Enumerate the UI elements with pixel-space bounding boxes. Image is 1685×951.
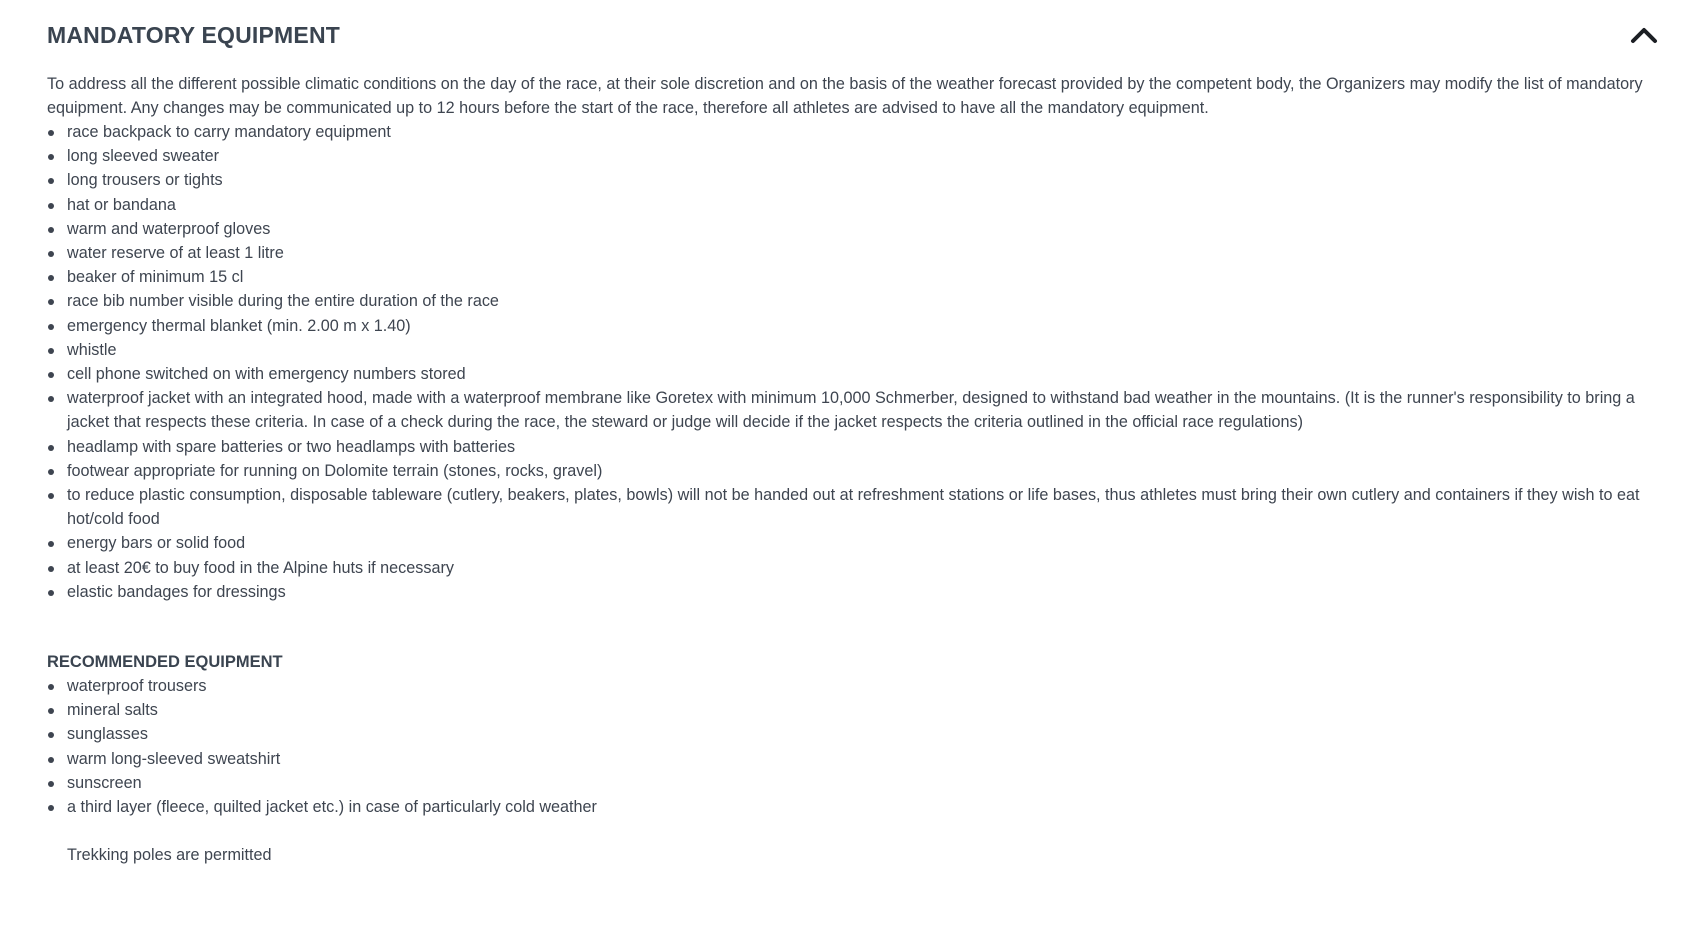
mandatory-equipment-accordion xyxy=(47,0,1659,867)
mandatory-equipment-list xyxy=(47,120,1659,604)
list-item: waterproof trousers xyxy=(47,674,1659,698)
list-item: waterproof jacket with an integrated hood, made with a waterproof membrane like Goretex with minimum 10,000 Schmerber, designed to withstand bad weather in the mountains. (It is the runner's responsibility to bring a jacket that respects these criteria. In case of a check during the race, the steward or judge will decide if the jacket respects the criteria outlined in the official race regulations) xyxy=(47,386,1659,434)
list-item: footwear appropriate for running on Dolomite terrain (stones, rocks, gravel) xyxy=(47,459,1659,483)
trekking-poles-note: Trekking poles are permitted xyxy=(67,846,272,865)
recommended-equipment-title: RECOMMENDED EQUIPMENT xyxy=(47,653,283,672)
list-item: whistle xyxy=(47,338,1659,362)
list-item: elastic bandages for dressings xyxy=(47,580,1659,604)
list-item: emergency thermal blanket (min. 2.00 m x 1.40) xyxy=(47,314,1659,338)
list-item: race backpack to carry mandatory equipment xyxy=(47,120,1659,144)
list-item: headlamp with spare batteries or two headlamps with batteries xyxy=(47,435,1659,459)
list-item: cell phone switched on with emergency numbers stored xyxy=(47,362,1659,386)
list-item: to reduce plastic consumption, disposable tableware (cutlery, beakers, plates, bowls) will not be handed out at refreshment stations or life bases, thus athletes must bring their own cutlery and containers if they wish to eat hot/cold food xyxy=(47,483,1659,531)
section-title: MANDATORY EQUIPMENT xyxy=(47,22,341,48)
list-item: energy bars or solid food xyxy=(47,531,1659,555)
list-item: warm and waterproof gloves xyxy=(47,217,1659,241)
list-item: a third layer (fleece, quilted jacket etc.) in case of particularly cold weather xyxy=(47,795,1659,819)
list-item: mineral salts xyxy=(47,698,1659,722)
list-item: sunscreen xyxy=(47,771,1659,795)
list-item: sunglasses xyxy=(47,722,1659,746)
recommended-equipment-list xyxy=(47,674,1659,819)
chevron-up-icon[interactable] xyxy=(1629,22,1659,48)
list-item: beaker of minimum 15 cl xyxy=(47,265,1659,289)
list-item: race bib number visible during the entire duration of the race xyxy=(47,289,1659,313)
list-item: long trousers or tights xyxy=(47,168,1659,192)
list-item: hat or bandana xyxy=(47,193,1659,217)
list-item: water reserve of at least 1 litre xyxy=(47,241,1659,265)
list-item: warm long-sleeved sweatshirt xyxy=(47,747,1659,771)
intro-paragraph: To address all the different possible climatic conditions on the day of the race, at their sole discretion and on the basis of the weather forecast provided by the competent body, the Organizers may modify the list of mandatory equipment. Any changes may be communicated up to 12 hours before the start of the race, therefore all athletes are advised to have all the mandatory equipment. xyxy=(47,75,1643,117)
list-item: at least 20€ to buy food in the Alpine huts if necessary xyxy=(47,556,1659,580)
list-item: long sleeved sweater xyxy=(47,144,1659,168)
accordion-header[interactable] xyxy=(47,0,1659,72)
